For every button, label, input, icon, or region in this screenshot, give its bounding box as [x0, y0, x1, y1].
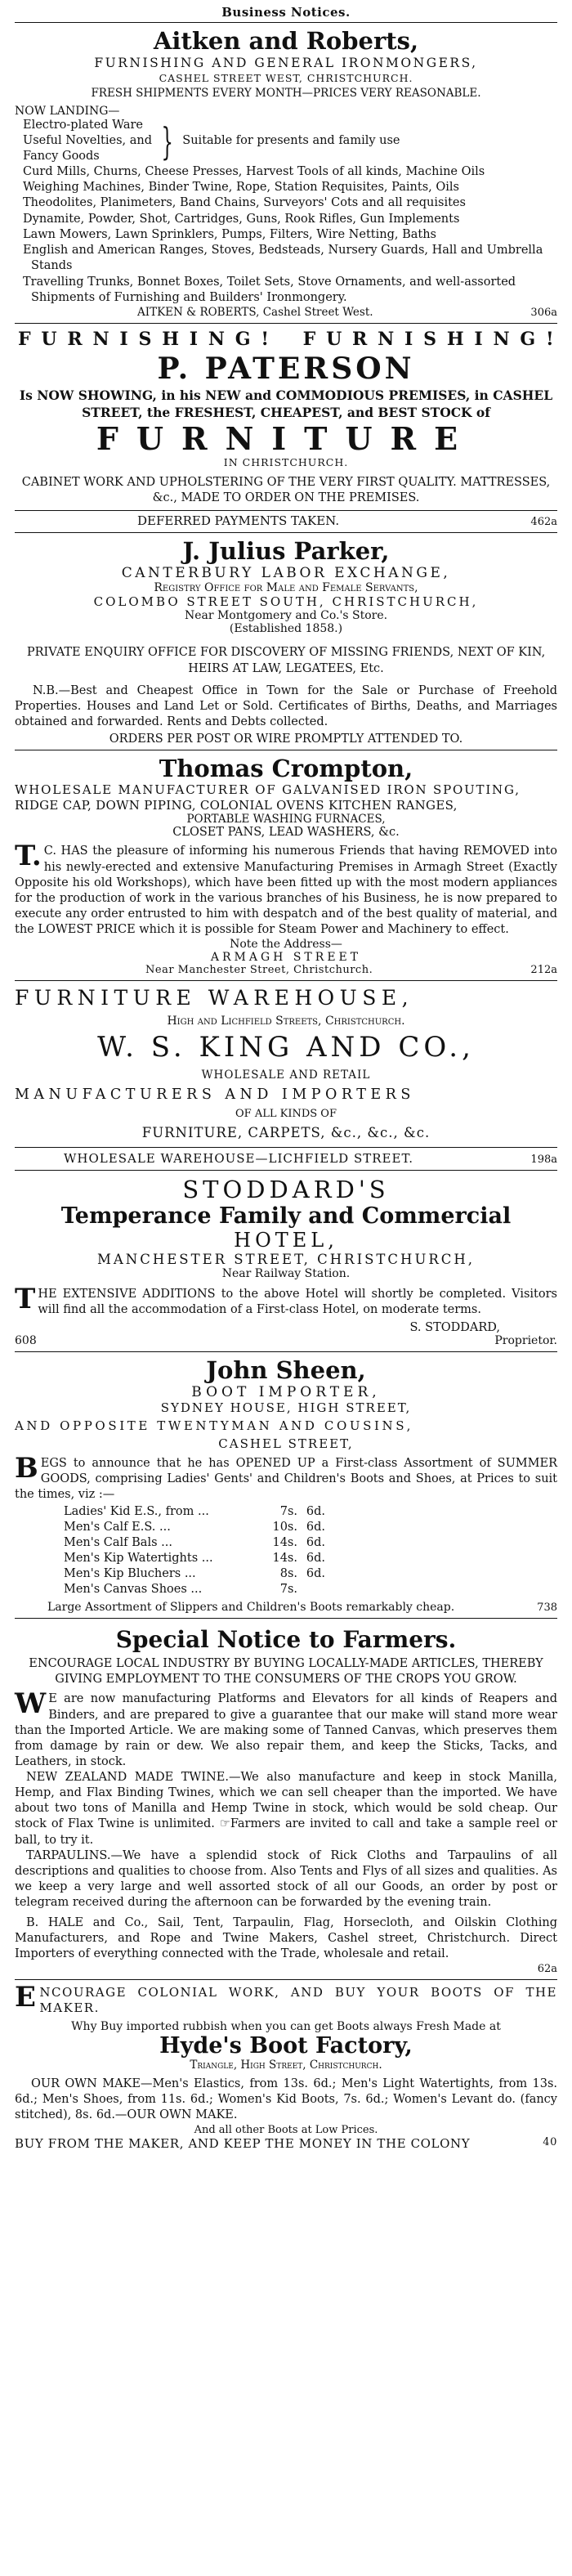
- price-list: [64, 1504, 325, 1597]
- price-row: Men's Canvas Shoes ... 7s.: [64, 1582, 297, 1596]
- ad-twine: NEW ZEALAND MADE TWINE.—We also manufacture and keep in stock Manilla, Hemp, and Flax Binding Twines, which we can sell cheaper than the imported. We have about two tons of Manilla and Hemp Twine in stock, which would be sold cheap. Our stock of Flax Twine is unlimited. ☞Farmers are invited to call and take a sample reel or ball, to try it.: [15, 1771, 557, 1847]
- ad-nb: N.B.—Best and Cheapest Office in Town for the Sale or Purchase of Freehold Properties. Houses and Land Let or Sold. Certificates of Births, Deaths, and Marriages obtained and forwarded. Rents and Debts collected.: [15, 684, 557, 729]
- ad-footer: [15, 2136, 557, 2151]
- ad-title: Hyde's Boot Factory,: [159, 2033, 413, 2059]
- ad-sign: S. STODDARD,: [409, 1320, 500, 1334]
- ad-sign: AITKEN & ROBERTS, Cashel Street West.: [137, 306, 373, 320]
- list-item: English and American Ranges, Stoves, Bedsteads, Nursery Guards, Hall and Umbrella Stands: [23, 244, 543, 273]
- ad-line: AND OPPOSITE TWENTYMAN AND COUSINS,: [15, 1418, 413, 1434]
- ad-body: THE EXTENSIVE ADDITIONS to the above Hotel will shortly be completed. Visitors will find all the accommodation of a First-class Hotel, on moderate terms.: [15, 1282, 557, 1316]
- list-item: Dynamite, Powder, Shot, Cartridges, Guns, Rook Rifles, Gun Implements: [23, 212, 460, 226]
- price-row: Men's Calf Bals ... 14s. 6d.: [64, 1536, 325, 1550]
- ad-line: PORTABLE WASHING FURNACES,: [186, 813, 386, 827]
- list-item: Weighing Machines, Binder Twine, Rope, Station Requisites, Paints, Oils: [23, 181, 459, 195]
- ad-footer: [15, 306, 557, 319]
- price-row: Ladies' Kid E.S., from ... 7s. 6d.: [64, 1505, 325, 1519]
- furniture-heading: FURNITURE: [96, 419, 476, 457]
- ad-ref: 198a: [530, 1153, 557, 1166]
- brace-glyph: }: [161, 119, 173, 164]
- ad-buy: BUY FROM THE MAKER, AND KEEP THE MONEY IN THE COLONY: [15, 2135, 471, 2151]
- ad-private: PRIVATE ENQUIRY OFFICE FOR DISCOVERY OF MISSING FRIENDS, NEXT OF KIN, HEIRS AT LAW, LEGATEES, Etc.: [26, 646, 546, 675]
- ad-title: Special Notice to Farmers.: [115, 1625, 457, 1653]
- ad-line: Near Montgomery and Co.'s Store.: [184, 609, 388, 623]
- ad-line: BOOT IMPORTER,: [191, 1384, 381, 1401]
- ad-footer2: [15, 1334, 557, 1347]
- ad-title: John Sheen,: [206, 1355, 366, 1384]
- ad-address: CASHEL STREET WEST, CHRISTCHURCH.: [159, 72, 413, 85]
- ad-subtitle: FURNISHING AND GENERAL IRONMONGERS,: [94, 56, 478, 71]
- ad-landing: NOW LANDING—: [15, 105, 120, 119]
- ad-ww: WHOLESALE WAREHOUSE—LICHFIELD STREET.: [64, 1150, 414, 1166]
- ad-ref: 738: [537, 1601, 557, 1614]
- ad-title: J. Julius Parker,: [182, 536, 390, 565]
- ad-title: Thomas Crompton,: [159, 754, 413, 782]
- ad-line: SYDNEY HOUSE, HIGH STREET,: [160, 1400, 412, 1416]
- ad-parker: [15, 533, 557, 750]
- ad-line: MANUFACTURERS AND IMPORTERS: [15, 1086, 415, 1103]
- ad-footer: [15, 1601, 557, 1614]
- ad-ref: 462a: [530, 515, 557, 528]
- ad-line: FURNITURE, CARPETS, &c., &c., &c.: [141, 1124, 431, 1140]
- ad-ref: 608: [15, 1333, 37, 1347]
- ad-deferred: DEFERRED PAYMENTS TAKEN.: [137, 513, 340, 528]
- ad-crompton: [15, 750, 557, 982]
- ad-hyde: [15, 1980, 557, 2155]
- ad-body: WE are now manufacturing Platforms and Elevators for all kinds of Reapers and Binders, and are prepared to give a guarantee that our make will stand more wear than the Imported Article. We are making some of Tanned Canvas, which preserves them from damage by rain or dew. We also repair them, and keep the Sticks, Tacks, and Leathers, in stock.: [15, 1687, 557, 1768]
- furnishing-banner: F U R N I S H I N G ! F U R N I S H I N G !: [18, 329, 554, 351]
- ad-line: Registry Office for Male and Female Servants,: [154, 581, 418, 595]
- ad-footer: [15, 1321, 557, 1334]
- ad-footer: [15, 513, 557, 528]
- ad-near: Near Railway Station.: [221, 1266, 351, 1280]
- ad-stoddard: [15, 1171, 557, 1352]
- ad-hotel: HOTEL,: [234, 1228, 338, 1252]
- newspaper-page: [15, 0, 557, 2155]
- ad-orders: ORDERS PER POST OR WIRE PROMPTLY ATTENDED TO.: [109, 732, 463, 746]
- ad-line: OF ALL KINDS OF: [235, 1107, 337, 1120]
- price-row: Men's Kip Watertights ... 14s. 6d.: [64, 1552, 325, 1566]
- ad-ref: 40: [543, 2135, 557, 2148]
- ad-ref: 212a: [530, 964, 557, 977]
- ad-shipments: FRESH SHIPMENTS EVERY MONTH—PRICES VERY REASONABLE.: [91, 87, 481, 101]
- ad-street: Triangle, High Street, Christchurch.: [190, 2059, 382, 2072]
- ad-footer: [15, 964, 557, 976]
- ad-body: BEGS to announce that he has OPENED UP a First-class Assortment of SUMMER GOODS, comprising Ladies' Gents' and Children's Boots and Shoes, at Prices to suit the times, viz :—: [15, 1452, 557, 1502]
- ad-paterson: [15, 324, 557, 532]
- ad-footer: [15, 1151, 557, 1166]
- ad-street: ARMAGH STREET: [210, 951, 362, 965]
- ad-body: OUR OWN MAKE—Men's Elastics, from 13s. 6d.; Men's Light Watertights, from 13s. 6d.; Men's Shoes, from 11s. 6d.; Women's Kid Boots, 7s. 6d.; Women's Levant do. (fancy stitched), 8s. 6d.—OUR OWN MAKE.: [15, 2077, 557, 2122]
- ad-tarp: TARPAULINS.—We have a splendid stock of Rick Cloths and Tarpaulins of all descriptions and qualities to choose from. Also Tents and Flys of all sizes and qualities. As we keep a very large and well assorted stock of all our Goods, an order by post or telegram received during the afternoon can be forwarded by the evening train.: [15, 1848, 557, 1910]
- ad-cabinet: CABINET WORK AND UPHOLSTERING OF THE VERY FIRST QUALITY. MATTRESSES, &c., MADE TO ORDER ON THE PREMISES.: [21, 475, 551, 505]
- price-row: Men's Calf E.S. ... 10s. 6d.: [64, 1521, 325, 1534]
- ad-line: WHOLESALE AND RETAIL: [201, 1068, 371, 1082]
- ad-role: Proprietor.: [494, 1333, 557, 1347]
- ad-location: IN CHRISTCHURCH.: [223, 455, 349, 468]
- ad-banner: FURNITURE WAREHOUSE,: [15, 986, 414, 1010]
- ad-footer: [15, 1963, 557, 1975]
- ad-address: COLOMBO STREET SOUTH, CHRISTCHURCH,: [93, 594, 479, 610]
- ad-title: W. S. KING AND CO.,: [97, 1031, 475, 1064]
- ad-sheen: [15, 1352, 557, 1619]
- ad-title: Aitken and Roberts,: [153, 27, 419, 55]
- ad-ref: 306a: [530, 307, 557, 320]
- ad-street: MANCHESTER STREET, CHRISTCHURCH,: [96, 1251, 476, 1267]
- brace-group: [15, 118, 557, 164]
- price-row: Men's Kip Bluchers ... 8s. 6d.: [64, 1566, 325, 1580]
- ad-body: T.C. HAS the pleasure of informing his numerous Friends that having REMOVED into his newly-erected and extensive Manufacturing Premises in Armagh Street (Exactly Opposite his old Workshops), which have been fitted up with the most modern appliances for the production of work in the various branches of his Business, he is now prepared to execute any order entrusted to him with despatch and of the best quality of material, and the LOWEST PRICE which it is possible for Steam Power and Machinery to effect.: [15, 840, 557, 936]
- ad-farmers: [15, 1619, 557, 1980]
- ad-also: And all other Boots at Low Prices.: [194, 2123, 378, 2136]
- ad-line: (Established 1858.): [229, 622, 343, 636]
- ad-sign: B. HALE and Co., Sail, Tent, Tarpaulin, Flag, Horsecloth, and Oilskin Clothing Manufacturers, and Rope and Twine Makers, Cashel street, Christchurch. Direct Importers of everything connected with the Trade, wholesale and retail.: [15, 1916, 557, 1961]
- ad-line: CASHEL STREET,: [218, 1436, 354, 1452]
- ad-why: Why Buy imported rubbish when you can get Boots always Fresh Made at: [71, 2020, 501, 2034]
- list-item: Travelling Trunks, Bonnet Boxes, Toilet Sets, Stove Ornaments, and well-assorted Shipments of Furnishing and Builders' Ironmongery.: [23, 275, 516, 305]
- brace-item: Fancy Goods: [23, 149, 100, 163]
- list-item: Curd Mills, Churns, Cheese Presses, Harvest Tools of all kinds, Machine Oils: [23, 164, 485, 178]
- ad-line: RIDGE CAP, DOWN PIPING, COLONIAL OVENS KITCHEN RANGES,: [15, 798, 458, 813]
- ad-title: Temperance Family and Commercial: [60, 1203, 512, 1229]
- ad-name: STODDARD'S: [182, 1175, 390, 1203]
- brace-text: Suitable for presents and family use: [182, 134, 400, 148]
- ad-subtitle: CANTERBURY LABOR EXCHANGE,: [121, 565, 451, 582]
- ad-aitken-roberts: [15, 23, 557, 324]
- ad-sheen-footer: Large Assortment of Slippers and Children's Boots remarkably cheap.: [47, 1600, 455, 1614]
- ad-line: CLOSET PANS, LEAD WASHERS, &c.: [172, 826, 400, 840]
- ad-near: Near Manchester Street, Christchurch.: [145, 964, 373, 977]
- ad-title: P. PATERSON: [157, 352, 415, 387]
- ad-line: WHOLESALE MANUFACTURER OF GALVANISED IRON SPOUTING,: [15, 782, 521, 797]
- list-item: Theodolites, Planimeters, Band Chains, Surveyors' Cots and all requisites: [23, 196, 466, 210]
- ad-text: Is NOW SHOWING, in his NEW and COMMODIOUS PREMISES, in CASHEL STREET, the FRESHEST, CHEAPEST, and BEST STOCK of: [19, 387, 553, 420]
- ad-encourage: ENCOURAGE COLONIAL WORK, AND BUY YOUR BOOTS OF THE MAKER.: [15, 1980, 557, 2016]
- brace-item: Useful Novelties, and: [23, 134, 152, 148]
- ad-note: Note the Address—: [230, 938, 342, 952]
- items-list: [15, 164, 557, 307]
- brace-item: Electro-plated Ware: [23, 119, 143, 132]
- ad-encourage: ENCOURAGE LOCAL INDUSTRY BY BUYING LOCALLY-MADE ARTICLES, THEREBY GIVING EMPLOYMENT TO THE CONSUMERS OF THE CROPS YOU GROW.: [29, 1656, 543, 1686]
- list-item: Lawn Mowers, Lawn Sprinklers, Pumps, Filters, Wire Netting, Baths: [23, 227, 436, 241]
- page-header: Business Notices.: [15, 3, 557, 23]
- ad-streets: High and Lichfield Streets, Christchurch.: [167, 1015, 405, 1028]
- ad-king: [15, 981, 557, 1170]
- ad-ref: 62a: [537, 1962, 557, 1975]
